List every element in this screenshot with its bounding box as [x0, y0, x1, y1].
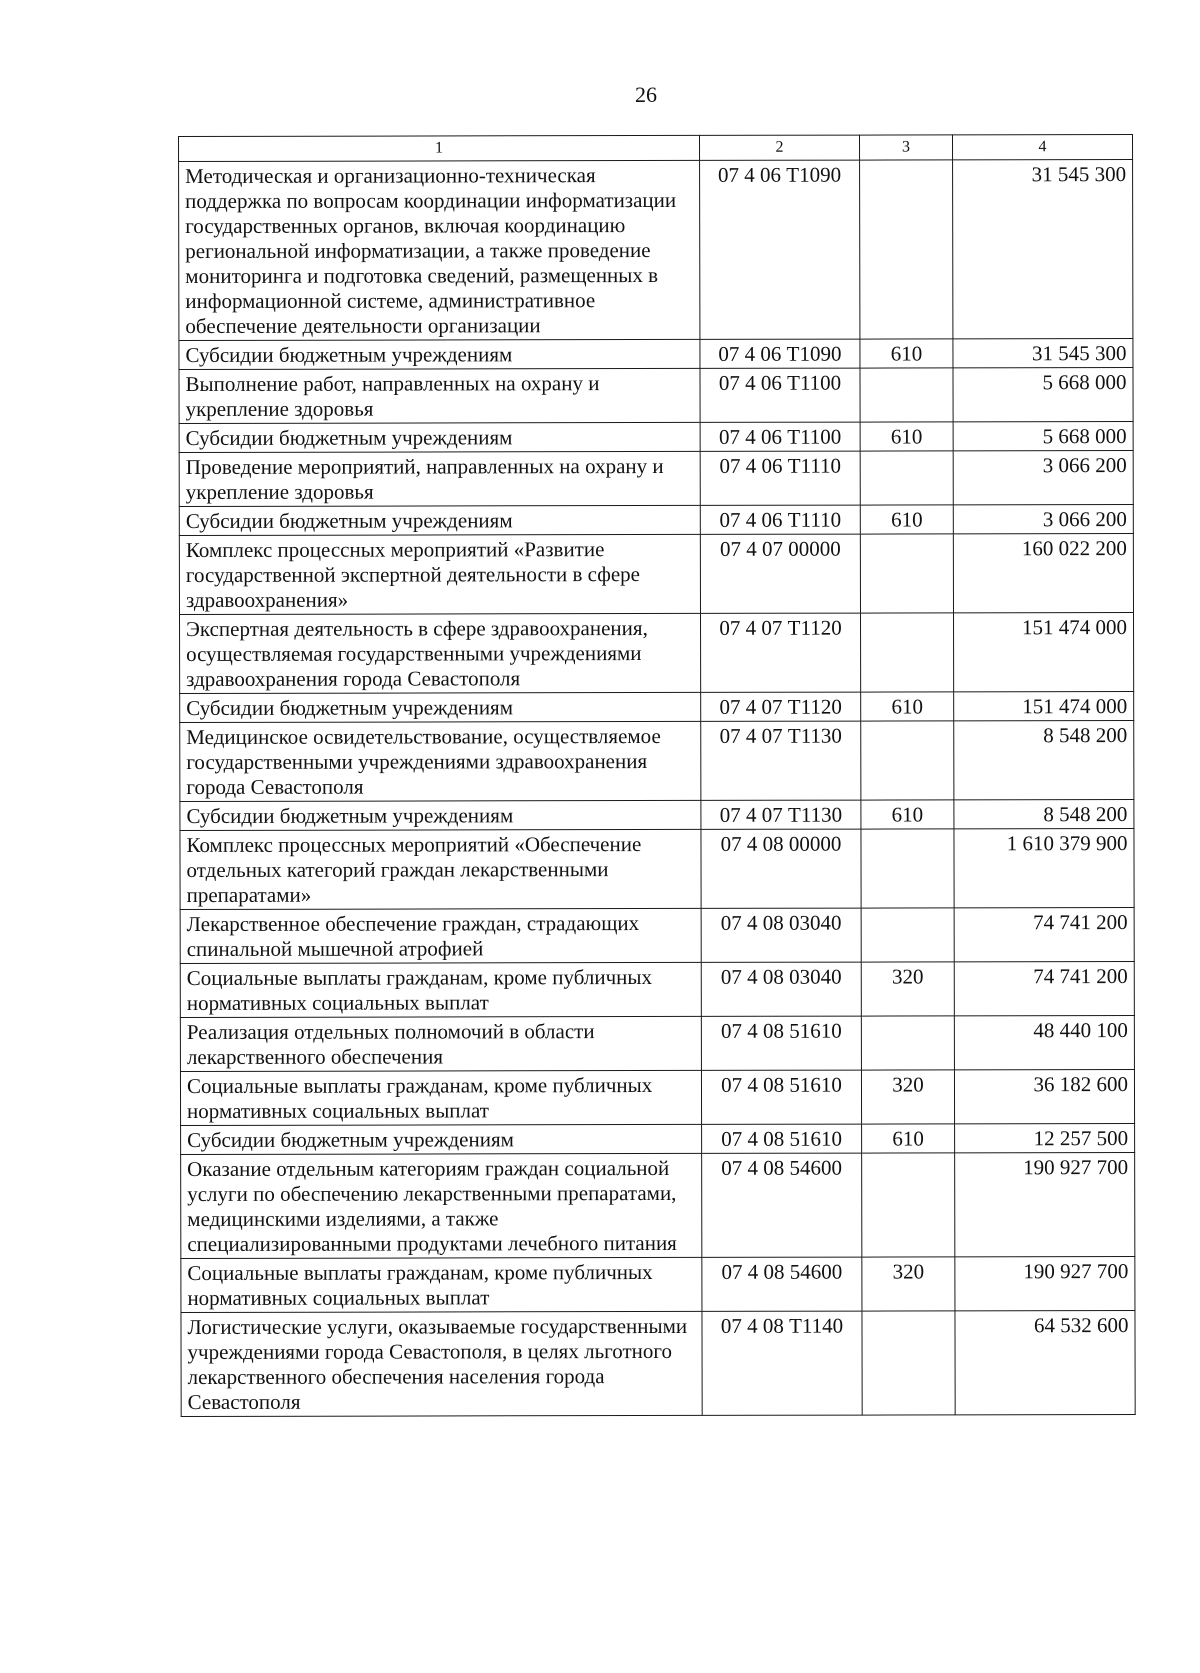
- row-sum: 151 474 000: [954, 612, 1134, 691]
- row-code: 07 4 06 Т1100: [700, 422, 860, 451]
- row-kind: 320: [861, 962, 954, 1016]
- row-name: Социальные выплаты гражданам, кроме публичных нормативных социальных выплат: [180, 1070, 701, 1125]
- table-row: [180, 720, 1134, 801]
- row-sum: 3 066 200: [953, 451, 1133, 505]
- row-code: 07 4 08 51610: [702, 1124, 862, 1153]
- row-kind: 320: [862, 1257, 955, 1311]
- row-code: 07 4 08 54600: [702, 1257, 862, 1311]
- row-sum: 74 741 200: [954, 907, 1134, 961]
- row-sum: 5 668 000: [953, 422, 1133, 451]
- row-sum: 31 545 300: [953, 160, 1133, 339]
- row-code: 07 4 06 Т1090: [700, 160, 860, 339]
- table-row: [180, 961, 1134, 1017]
- row-name: Логистические услуги, оказываемые государственными учреждениями города Севастополя, в целях льготного лекарственного обеспечения населения города Севастополя: [181, 1311, 702, 1416]
- row-sum: 31 545 300: [953, 339, 1133, 368]
- row-code: 07 4 06 Т1110: [700, 505, 860, 534]
- row-kind: [861, 721, 954, 800]
- row-sum: 5 668 000: [953, 368, 1133, 422]
- row-sum: 190 927 700: [955, 1256, 1135, 1310]
- row-kind: [860, 368, 953, 422]
- row-code: 07 4 06 Т1100: [700, 368, 860, 422]
- row-sum: 151 474 000: [954, 691, 1134, 720]
- row-sum: 48 440 100: [954, 1015, 1134, 1069]
- row-kind: [860, 534, 953, 613]
- table-row: [179, 368, 1133, 424]
- row-code: 07 4 08 03040: [701, 962, 861, 1016]
- row-code: 07 4 08 54600: [702, 1153, 862, 1257]
- column-header-kind: 3: [859, 135, 952, 160]
- row-code: 07 4 08 51610: [701, 1070, 861, 1124]
- budget-table: [178, 134, 1136, 1417]
- row-name: Проведение мероприятий, направленных на охрану и укрепление здоровья: [179, 451, 700, 506]
- table-row: [181, 1310, 1135, 1416]
- table-header-row: [179, 135, 1133, 162]
- row-name: Комплекс процессных мероприятий «Развитие государственной экспертной деятельности в сфере здравоохранения»: [179, 534, 700, 614]
- table-row: [181, 1152, 1135, 1258]
- table-row: [180, 1069, 1134, 1125]
- row-name: Выполнение работ, направленных на охрану и укрепление здоровья: [179, 368, 700, 423]
- row-name: Реализация отдельных полномочий в области лекарственного обеспечения: [180, 1016, 701, 1071]
- row-kind: 610: [860, 339, 953, 368]
- row-name: Комплекс процессных мероприятий «Обеспечение отдельных категорий граждан лекарственными препаратами»: [180, 829, 701, 909]
- row-kind: [862, 1311, 955, 1415]
- row-code: 07 4 07 Т1130: [701, 800, 861, 829]
- row-name: Субсидии бюджетным учреждениям: [179, 505, 700, 535]
- table-row: [181, 1123, 1135, 1154]
- table-row: [180, 799, 1134, 830]
- row-kind: 610: [861, 800, 954, 829]
- table-row: [179, 534, 1133, 615]
- row-code: 07 4 08 51610: [701, 1016, 861, 1070]
- column-header-code: 2: [699, 135, 859, 160]
- row-sum: 160 022 200: [953, 534, 1133, 613]
- row-kind: 610: [862, 1124, 955, 1153]
- row-code: 07 4 06 Т1090: [700, 339, 860, 368]
- row-sum: 8 548 200: [954, 799, 1134, 828]
- table-row: [179, 422, 1133, 453]
- row-sum: 64 532 600: [955, 1310, 1135, 1414]
- table-row: [180, 907, 1134, 963]
- row-sum: 8 548 200: [954, 720, 1134, 799]
- table-row: [180, 691, 1134, 722]
- row-name: Медицинское освидетельствование, осуществляемое государственными учреждениями здравоохранения города Севастополя: [180, 721, 701, 801]
- row-kind: 610: [860, 505, 953, 534]
- row-kind: 610: [861, 692, 954, 721]
- table-row: [180, 1015, 1134, 1071]
- row-kind: [860, 160, 953, 339]
- row-sum: 12 257 500: [955, 1123, 1135, 1152]
- table-row: [179, 160, 1133, 341]
- row-name: Субсидии бюджетным учреждениям: [179, 339, 700, 369]
- row-kind: [862, 1153, 955, 1257]
- row-kind: [861, 1016, 954, 1070]
- table-row: [180, 612, 1134, 693]
- row-kind: [861, 829, 954, 908]
- row-sum: 190 927 700: [955, 1152, 1135, 1256]
- row-kind: [860, 451, 953, 505]
- row-code: 07 4 08 00000: [701, 829, 861, 908]
- table-row: [179, 451, 1133, 507]
- row-name: Субсидии бюджетным учреждениям: [179, 422, 700, 452]
- row-code: 07 4 07 Т1130: [701, 721, 861, 800]
- table-row: [179, 339, 1133, 370]
- row-code: 07 4 08 03040: [701, 908, 861, 962]
- row-name: Субсидии бюджетным учреждениям: [180, 800, 701, 830]
- row-name: Субсидии бюджетным учреждениям: [181, 1124, 702, 1154]
- row-sum: 1 610 379 900: [954, 828, 1134, 907]
- row-code: 07 4 07 Т1120: [701, 692, 861, 721]
- row-kind: 320: [861, 1070, 954, 1124]
- column-header-sum: 4: [952, 135, 1132, 160]
- table-row: [181, 1256, 1135, 1312]
- row-sum: 74 741 200: [954, 961, 1134, 1015]
- table-row: [179, 505, 1133, 536]
- row-name: Социальные выплаты гражданам, кроме публичных нормативных социальных выплат: [181, 1257, 702, 1312]
- row-name: Методическая и организационно-техническая поддержка по вопросам координации информатизации государственных органов, включая координацию региональной информатизации, а также проведение мониторинга и подготовка сведений, размещенных в информационной системе, административное обеспечение деятельности организации: [179, 160, 700, 340]
- row-name: Экспертная деятельность в сфере здравоохранения, осуществляемая государственными учреждениями здравоохранения города Севастополя: [180, 613, 701, 693]
- row-code: 07 4 08 Т1140: [702, 1311, 862, 1415]
- row-code: 07 4 07 00000: [700, 534, 860, 613]
- row-code: 07 4 07 Т1120: [701, 613, 861, 692]
- column-header-name: 1: [179, 135, 700, 161]
- row-sum: 36 182 600: [954, 1069, 1134, 1123]
- page-number: 26: [635, 82, 657, 107]
- row-name: Лекарственное обеспечение граждан, страдающих спинальной мышечной атрофией: [180, 908, 701, 963]
- row-kind: [861, 908, 954, 962]
- row-name: Субсидии бюджетным учреждениям: [180, 692, 701, 722]
- row-name: Социальные выплаты гражданам, кроме публичных нормативных социальных выплат: [180, 962, 701, 1017]
- row-name: Оказание отдельным категориям граждан социальной услуги по обеспечению лекарственными препаратами, медицинскими изделиями, а также специализированными продуктами лечебного питания: [181, 1153, 702, 1258]
- row-kind: [861, 613, 954, 692]
- row-sum: 3 066 200: [953, 505, 1133, 534]
- row-kind: 610: [860, 422, 953, 451]
- table-row: [180, 828, 1134, 909]
- row-code: 07 4 06 Т1110: [700, 451, 860, 505]
